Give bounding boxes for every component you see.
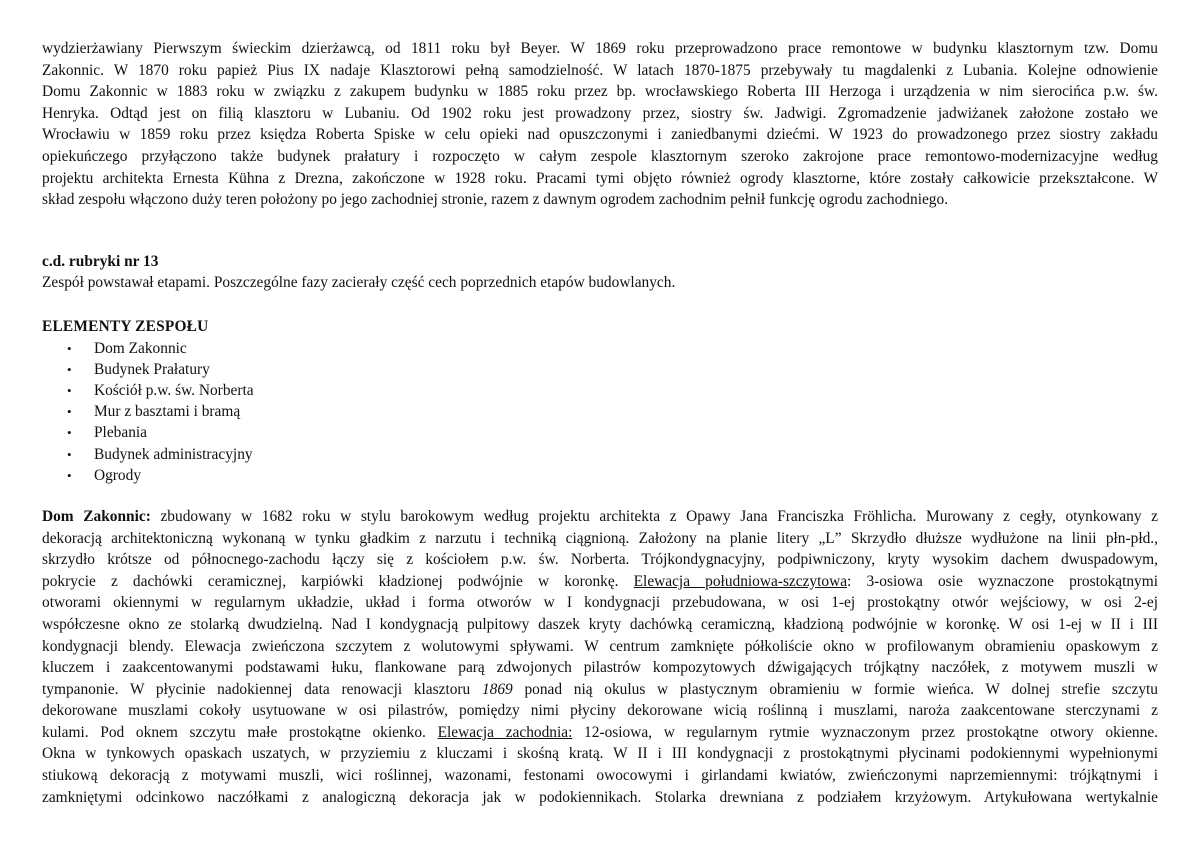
text-line: Okna w tynkowych opaskach uszatych, w przyziemiu z kluczami i skośną kratą. W II i III kondygnacji z prostokątnymi płycinami podokiennymi wypełnionymi — [42, 745, 1158, 763]
elements-list — [42, 338, 1158, 486]
text-run: tympanonie. W płycinie nadokiennej data renowacji klasztoru — [42, 680, 482, 698]
list-item — [42, 338, 1158, 359]
text-line: zamkniętymi odcinkowo naczółkami z analogiczną dekoracja jak w podokiennikach. Stolarka drewniana z podziałem krzyżowym. Artykułowana wertykalnie — [42, 788, 1158, 806]
text-line — [42, 722, 1158, 744]
text-line: Henryka. Odtąd jest on filią klasztoru w Lubaniu. Od 1902 roku jest prowadzony przez, siostry św. Jadwigi. Zgromadzenie jadwiżanek założone zostało we — [42, 104, 1158, 122]
text-run: kulami. Pod oknem szczytu małe prostokątne okienko. — [42, 723, 438, 741]
text-run: pokrycie z dachówki ceramicznej, karpiówki kładzionej podwójnie w koronkę. — [42, 572, 634, 590]
list-item — [42, 380, 1158, 401]
list-item-label: Ogrody — [94, 466, 142, 484]
text-line: otworami okiennymi w regularnym układzie, układ i forma otworów w I kondygnacji przebudowana, w osi 1-ej prostokątny otwór wejściowy, w osi 2-ej — [42, 594, 1158, 612]
text-line: Domu Zakonnic w 1883 roku w związku z zakupem budynku w 1885 roku przez bp. wrocławskiego Roberta III Herzoga i urządzenia w nim sierocińca p.w. św. — [42, 83, 1158, 101]
text-line — [42, 679, 1158, 701]
bullet-icon: • — [67, 467, 72, 483]
text-line — [42, 571, 1158, 593]
text-line: opiekuńczego przyłączono także budynek prałatury i rozpoczęto w całym zespole klasztornym szeroko zakrojone prace remontowo-modernizacyjne według — [42, 147, 1158, 165]
list-item-label: Budynek Prałatury — [94, 360, 210, 378]
text-line: stiukową dekoracją z motywami muszli, wici roślinnej, wazonami, festonami owocowymi i girlandami kwiatów, zwieńczonymi naprzemiennymi: trójkątnymi i — [42, 767, 1158, 785]
list-item — [42, 444, 1158, 465]
text-line: kluczem i zaakcentowanymi podstawami łuku, flankowane parą zdwojonych pilastrów kompozytowych dźwigających trójkątny naczółek, z motywem muszli w — [42, 659, 1158, 677]
dom-zakonnic-label: Dom Zakonnic: — [42, 507, 151, 525]
rubric-heading: c.d. rubryki nr 13 — [42, 252, 159, 270]
list-item-label: Budynek administracyjny — [94, 445, 253, 463]
renovation-date: 1869 — [481, 680, 513, 698]
rubric-text: Zespół powstawał etapami. Poszczególne fazy zacierały część cech poprzednich etapów budowlanych. — [42, 274, 676, 292]
text-run: : 3-osiowa osie wyznaczone prostokątnymi — [847, 572, 1158, 590]
bullet-icon: • — [67, 425, 72, 441]
text-line: dekorowane muszlami cokoły usytuowane w osi pilastrów, pomiędzy nimi płyciny dekorowane wicią roślinną i muszlami, naroża zaakcentowane sterczynami z — [42, 702, 1158, 720]
bullet-icon: • — [67, 446, 72, 462]
text-line: skład zespołu włączono duży teren położony po jego zachodniej stronie, razem z dawnym ogrodem zachodnim pełnił funkcję ogrodu zachodniego. — [42, 191, 949, 209]
list-item — [42, 359, 1158, 380]
text-line: projektu architekta Ernesta Kühna z Drezna, zakończone w 1928 roku. Pracami tymi objęto również ogrody klasztorne, które zostały całkowicie przekształcone. W — [42, 169, 1158, 187]
dom-zakonnic-paragraph — [42, 506, 1158, 808]
elements-heading: ELEMENTY ZESPOŁU — [42, 317, 209, 335]
bullet-icon: • — [67, 340, 72, 356]
text-run: ponad nią okulus w plastycznym obramieniu w formie wieńca. W dolnej strefie szczytu — [512, 680, 1158, 698]
intro-paragraph — [42, 38, 1158, 211]
text-run: 12-osiowa, w regularnym rytmie wyznaczonym przez prostokątne otwory okienne. — [572, 723, 1158, 741]
text-line: Zakonnic. W 1870 roku papież Pius IX nadaje Klasztorowi pełną samodzielność. W latach 1870-1875 przebywały tu magdalenki z Lubania. Kolejne odnowienie — [42, 61, 1158, 79]
elevation-west-heading: Elewacja zachodnia: — [437, 723, 573, 741]
list-item — [42, 401, 1158, 422]
text-line: dekoracją architektoniczną wykonaną w tynku gładkim z narzutu i techniką ciągnioną. Założony na planie litery „L” Skrzydło dłuższe wydłużone na linii płn-płd., — [42, 529, 1158, 547]
elevation-south-heading: Elewacja południowa-szczytowa — [633, 572, 848, 590]
text-line: skrzydło krótsze od północnego-zachodu łączy się z kościołem p.w. św. Norberta. Trójkondygnacyjny, podpiwniczony, kryty wysokim dachem dwuspadowym, — [42, 551, 1158, 569]
bullet-icon: • — [67, 404, 72, 420]
text-line: Wrocławiu w 1859 roku przez księdza Roberta Spiske w celu opieki nad opuszczonymi i zaniedbanymi dziećmi. W 1923 do prowadzonego przez siostry zakładu — [42, 126, 1158, 144]
text-line: kondygnacji blendy. Elewacja zwieńczona szczytem z wolutowymi spływami. W centrum zamknięte półkoliście okno w profilowanym obramieniu opaskowym z — [42, 637, 1158, 655]
bullet-icon: • — [67, 382, 72, 398]
text-line: wydzierżawiany Pierwszym świeckim dzierżawcą, od 1811 roku był Beyer. W 1869 roku przeprowadzono prace remontowe w budynku klasztornym tzw. Domu — [42, 40, 1158, 57]
text-line: współczesne okno ze stolarką dwudzielną. Nad I kondygnacją pulpitowy daszek kryty dachówką ceramiczną, kładzioną podwójnie w koronkę. W osi 1-ej w II i III — [42, 615, 1158, 633]
list-item-label: Dom Zakonnic — [94, 339, 187, 357]
text-line — [42, 506, 1158, 528]
text-run: zbudowany w 1682 roku w stylu barokowym według projektu architekta z Opawy Jana Franciszka Fröhlicha. Murowany z cegły, otynkowany z — [150, 507, 1159, 525]
list-item-label: Mur z basztami i bramą — [94, 403, 241, 421]
list-item-label: Kościół p.w. św. Norberta — [94, 381, 254, 399]
bullet-icon: • — [67, 361, 72, 377]
document-page — [42, 38, 1158, 808]
list-item — [42, 465, 1158, 486]
list-item — [42, 422, 1158, 443]
list-item-label: Plebania — [94, 424, 147, 442]
